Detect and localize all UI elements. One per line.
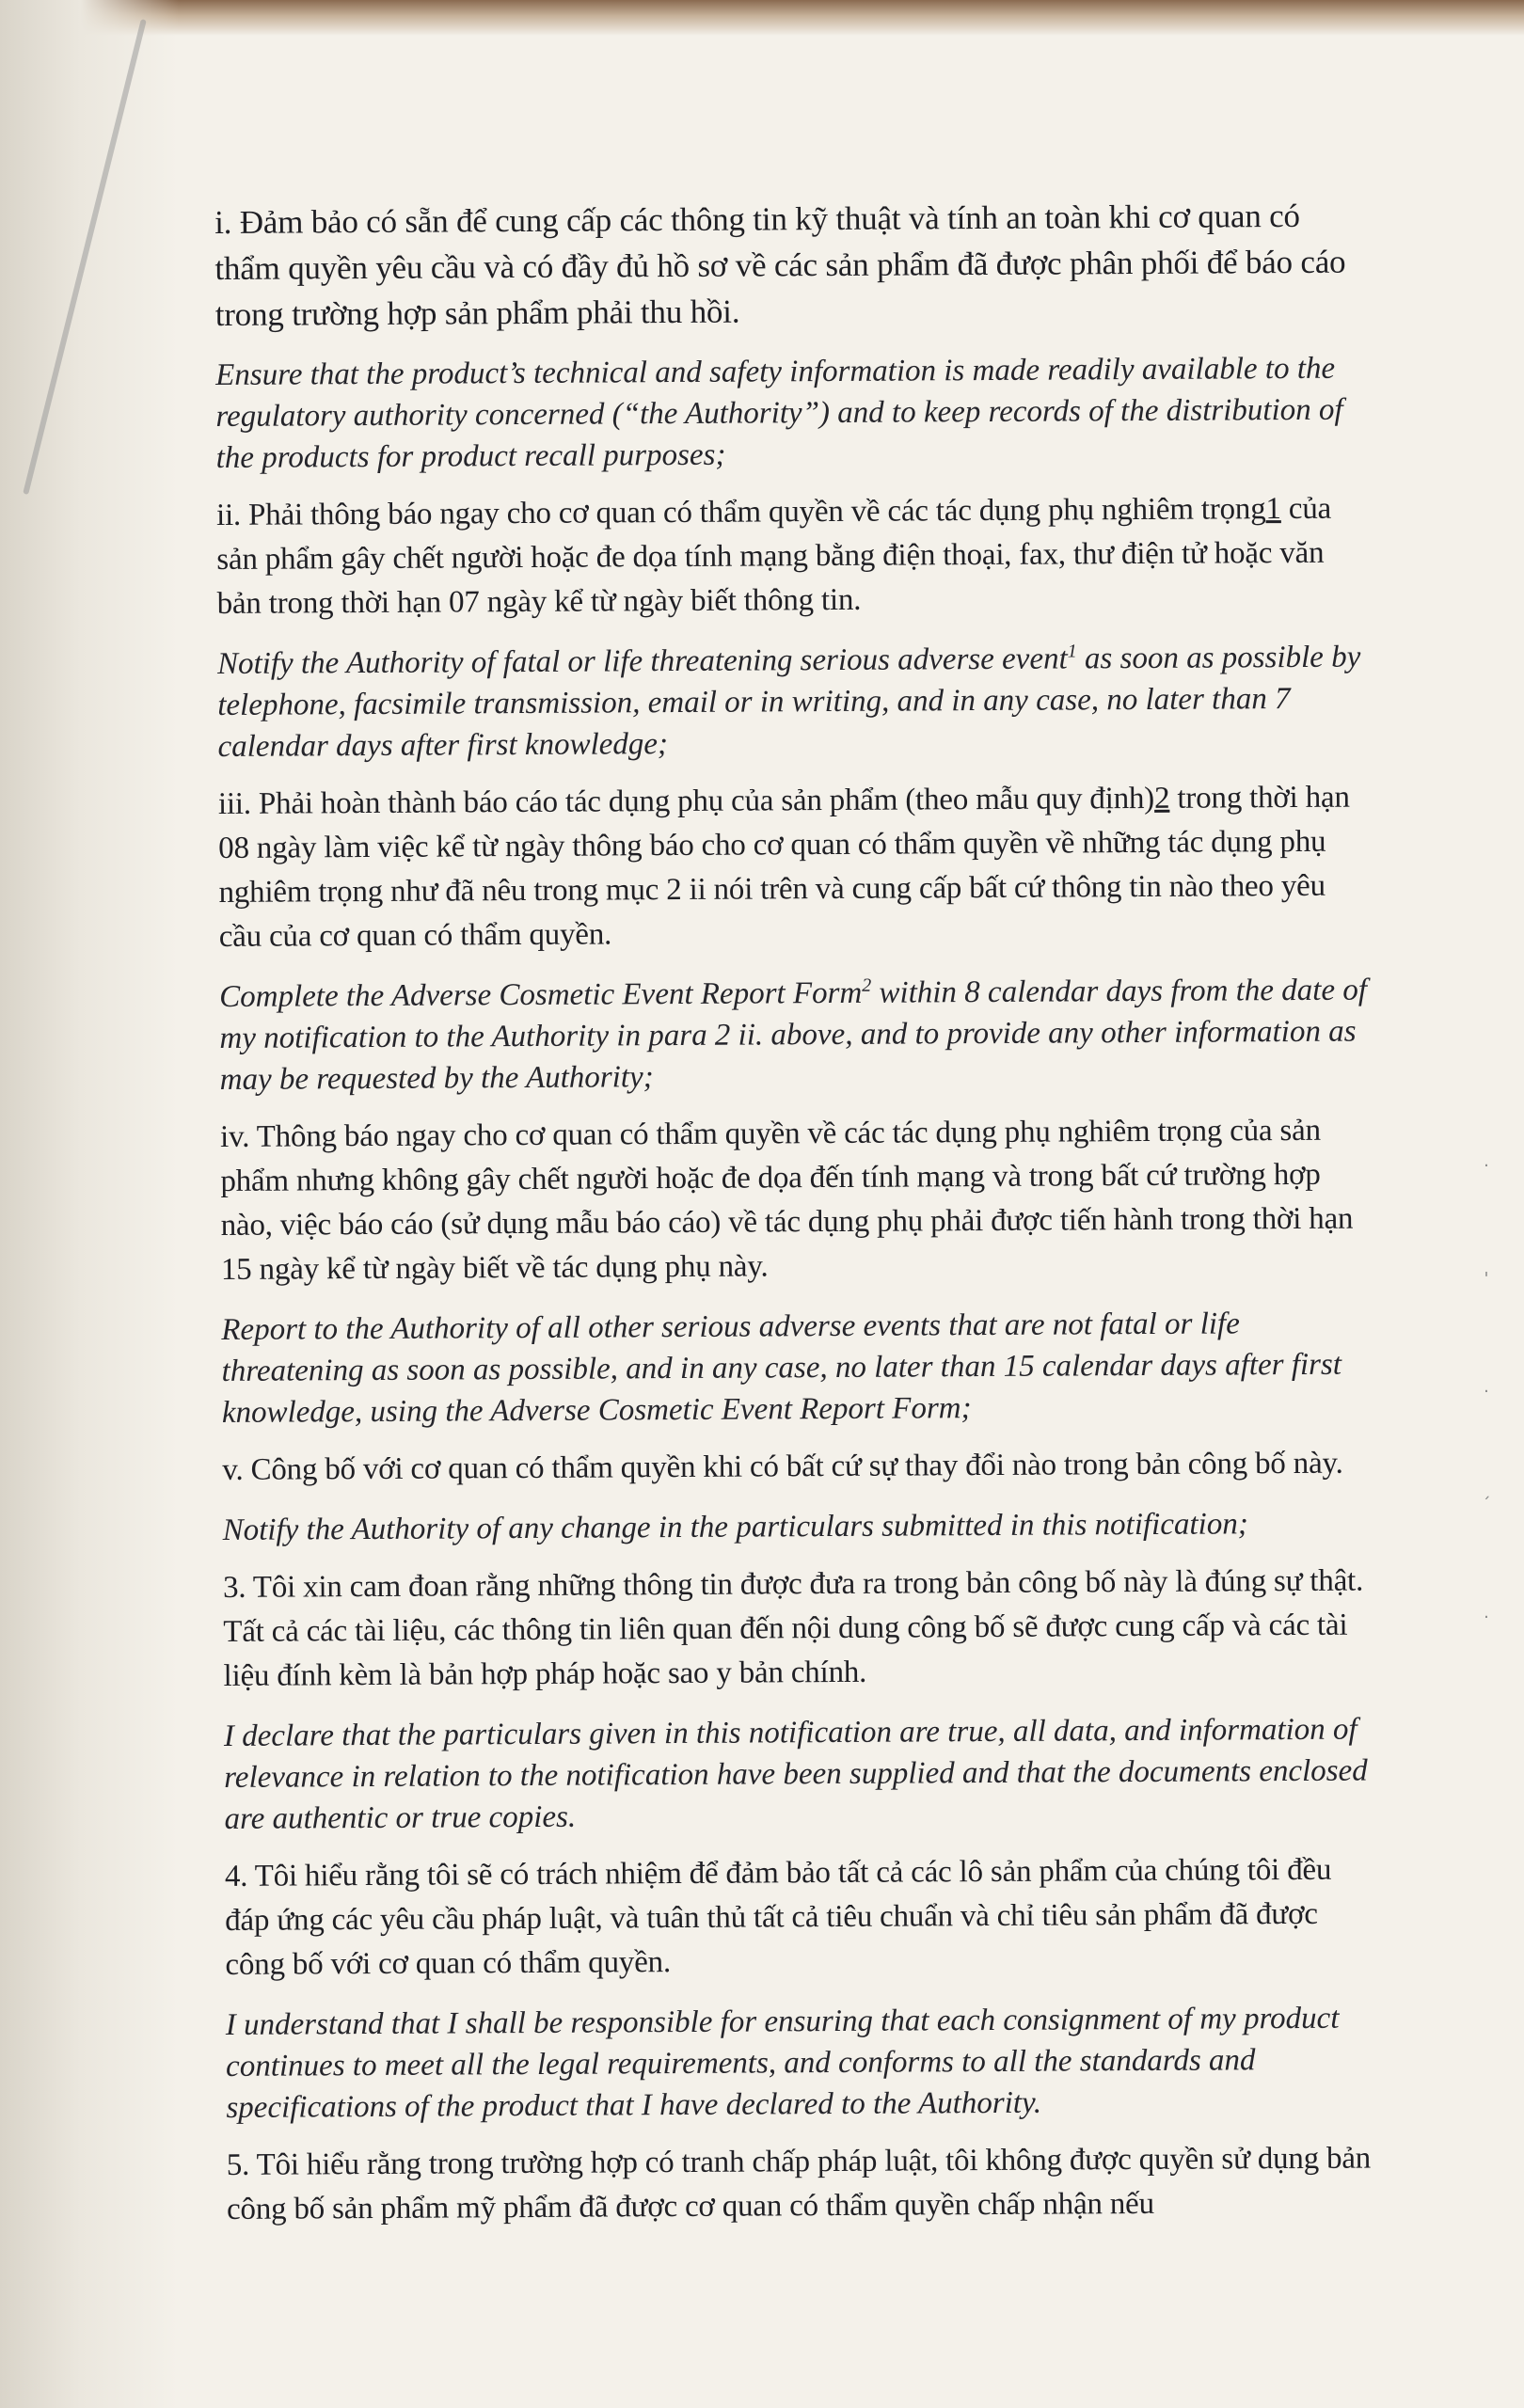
footnote-ref-1: 1 (1265, 492, 1281, 527)
scan-left-edge (0, 0, 179, 2408)
clause-v-english: Notify the Authority of any change in the particulars submitted in this notification; (222, 1507, 1248, 1547)
margin-mark: ' (1484, 1269, 1489, 1289)
scan-top-shadow (0, 0, 1524, 36)
clause-5-vietnamese: 5. Tôi hiểu rằng trong trường hợp có tranh chấp pháp luật, tôi không được quyền sử dụng bản công bố sản phẩm mỹ phẩm đã được cơ quan có thẩm quyền chấp nhận nếu (226, 2141, 1372, 2226)
clause-4-english: I understand that I shall be responsible for ensuring that each consignment of my product continues to meet all the legal requirements, and conforms to all the standards and specifications of the product that I have declared to the Authority. (225, 2001, 1340, 2125)
margin-mark: ´ (1482, 1495, 1491, 1514)
clause-iii-vietnamese (218, 776, 1367, 959)
margin-mark: · (1484, 1156, 1489, 1176)
clause-iii-english (219, 970, 1368, 1101)
footnote-sup-1: 1 (1067, 641, 1077, 662)
right-margin-marks (1477, 1110, 1496, 1674)
clause-ii-en-text-cont: as soon as possible by telephone, facsimile transmission, email or in writing, and in any case, no later than 7 calendar days after first knowledge; (217, 640, 1361, 764)
clause-ii-vn-text: ii. Phải thông báo ngay cho cơ quan có thẩm quyền về các tác dụng phụ nghiêm trọng (215, 492, 1266, 532)
clause-iii-en-text: Complete the Adverse Cosmetic Event Report Form (219, 975, 863, 1014)
clause-iv-english: Report to the Authority of all other serious adverse events that are not fatal or life threatening as soon as possible, and in any case, no later than 15 calendar days after first knowledge, using the Adverse Cosmetic Event Report Form; (221, 1307, 1342, 1430)
clause-4-vietnamese: 4. Tôi hiểu rằng tôi sẽ có trách nhiệm để đảm bảo tất cả các lô sản phẩm của chúng tôi đều đáp ứng các yêu cầu pháp luật, và tuân thủ tất cả tiêu chuẩn và chỉ tiêu sản phẩm đã được công bố với cơ quan có thẩm quyền. (224, 1852, 1332, 1982)
clause-ii-english (217, 637, 1366, 768)
clause-i-english: Ensure that the product’s technical and safety information is made readily available to the regulatory authority concerned (“the Authority”) and to keep records of the distribution of the products for product recall purposes; (215, 351, 1343, 475)
margin-mark: · (1484, 1382, 1489, 1402)
clause-ii-vietnamese (216, 487, 1365, 626)
footnote-sup-2: 2 (862, 974, 872, 996)
clause-i-vietnamese: i. Đảm bảo có sẵn để cung cấp các thông tin kỹ thuật và tính an toàn khi cơ quan có thẩm quyền yêu cầu và có đầy đủ hồ sơ về các sản phẩm đã được phân phối để báo cáo trong trường hợp sản phẩm phải thu hồi. (214, 197, 1346, 333)
clause-3-english: I declare that the particulars given in this notification are true, all data, and information of relevance in relation to the notification have been supplied and that the documents enclosed are authentic or true copies. (223, 1712, 1368, 1836)
document-body (214, 193, 1374, 2249)
clause-iv-vietnamese: iv. Thông báo ngay cho cơ quan có thẩm quyền về các tác dụng phụ nghiêm trọng của sản phẩm nhưng không gây chết người hoặc đe dọa đến tính mạng và trong bất cứ trường hợp nào, việc báo cáo (sử dụng mẫu báo cáo) về tác dụng phụ phải được tiến hành trong thời hạn 15 ngày kể từ ngày biết về tác dụng phụ này. (219, 1113, 1354, 1287)
clause-iii-vn-text-cont: trong thời hạn 08 ngày làm việc kể từ ngày thông báo cho cơ quan có thẩm quyền về những tác dụng phụ nghiêm trọng như đã nêu trong mục 2 ii nói trên và cung cấp bất cứ thông tin nào theo yêu cầu của cơ quan có thẩm quyền. (218, 780, 1350, 954)
clause-iii-vn-text: iii. Phải hoàn thành báo cáo tác dụng phụ của sản phẩm (theo mẫu quy định) (217, 781, 1155, 821)
clause-iii-en-text-cont: within 8 calendar days from the date of my notification to the Authority in para 2 ii. above, and to provide any other information as may be requested by the Authority; (219, 973, 1368, 1097)
clause-3-vietnamese: 3. Tôi xin cam đoan rằng những thông tin được đưa ra trong bản công bố này là đúng sự thật. Tất cả các tài liệu, các thông tin liên quan đến nội dung công bố sẽ được cung cấp và các tài liệu đính kèm là bản hợp pháp hoặc sao y bản chính. (222, 1563, 1364, 1693)
footnote-ref-2: 2 (1153, 781, 1170, 816)
clause-v-vietnamese: v. Công bố với cơ quan có thẩm quyền khi có bất cứ sự thay đổi nào trong bản công bố này. (222, 1446, 1343, 1487)
clause-ii-en-text: Notify the Authority of fatal or life threatening serious adverse event (216, 642, 1068, 681)
clause-ii-vn-text-cont: của sản phẩm gây chết người hoặc đe dọa tính mạng bằng điện thoại, fax, thư điện tử hoặc văn bản trong thời hạn 07 ngày kể từ ngày biết thông tin. (216, 491, 1332, 621)
margin-mark: · (1484, 1608, 1489, 1627)
